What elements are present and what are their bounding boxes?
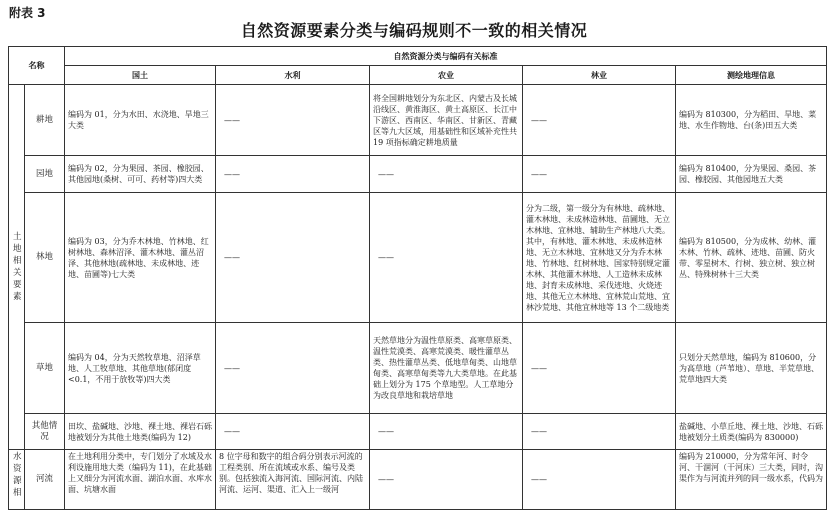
cell-linye: —— bbox=[523, 156, 676, 193]
cell-nongye: —— bbox=[370, 450, 523, 510]
table-row bbox=[9, 85, 827, 156]
cell-shuili: —— bbox=[216, 193, 370, 323]
cell-linye: —— bbox=[523, 85, 676, 156]
group-label-water: 水资源相 bbox=[9, 450, 25, 510]
cell-guotu: 在土地利用分类中，专门划分了水域及水利设施用地大类（编码为 11)，在此基础上又细分为河流水面、湖泊水面、水库水面、坑塘水面 bbox=[65, 450, 216, 510]
table-row bbox=[9, 450, 827, 510]
table-row bbox=[9, 323, 827, 414]
header-row-2 bbox=[9, 66, 827, 85]
cell-linye: 分为二级，第一级分为有林地、疏林地、灌木林地、未成林造林地、苗圃地、无立木林地、宜林地、辅助生产林地八大类。其中，有林地、灌木林地、未成林造林地、无立木林地、宜林地又分为乔木林地、竹林地、红树林地、国家特别规定灌木林、其他灌木林地、人工造林未成林地、封育未成林地、采伐迹地、火烧迹地、其他无立木林地、宜林荒山荒地、宜林沙荒地、其他宜林地等 13 个二级地类 bbox=[523, 193, 676, 323]
row-label: 耕地 bbox=[25, 85, 65, 156]
cell-cehui: 只划分天然草地，编码为 810600，分为高草地（芦苇地）、草地、半荒草地、荒草地四大类 bbox=[676, 323, 827, 414]
cell-nongye: 将全国耕地划分为东北区、内蒙古及长城沿线区、黄淮海区、黄土高原区、长江中下游区、西南区、华南区、甘新区、青藏区等九大区域，用基础性和区域补充性共 19 项指标确定耕地质量 bbox=[370, 85, 523, 156]
cell-guotu: 编码为 01，分为水田、水浇地、旱地三大类 bbox=[65, 85, 216, 156]
row-label: 其他情况 bbox=[25, 414, 65, 450]
group-label-land: 土地相关要素 bbox=[9, 85, 25, 450]
row-label: 草地 bbox=[25, 323, 65, 414]
column-header-cehui: 测绘地理信息 bbox=[676, 66, 827, 85]
column-header-shuili: 水利 bbox=[216, 66, 370, 85]
cell-guotu: 编码为 03，分为乔木林地、竹林地、红树林地、森林沼泽、灌木林地、灌丛沼泽、其他林地(疏林地、未成林地、迹地、苗圃等)七大类 bbox=[65, 193, 216, 323]
row-label: 河流 bbox=[25, 450, 65, 510]
column-header-nongye: 农业 bbox=[370, 66, 523, 85]
cell-cehui: 编码为 810500，分为成林、幼林、灌木林、竹林、疏林、迹地、苗圃、防火带、零星树木、行树、独立树、独立树丛、特殊树林十三大类 bbox=[676, 193, 827, 323]
column-header-guotu: 国土 bbox=[65, 66, 216, 85]
cell-linye: —— bbox=[523, 450, 676, 510]
cell-shuili: —— bbox=[216, 156, 370, 193]
column-header-linye: 林业 bbox=[523, 66, 676, 85]
table-row bbox=[9, 193, 827, 323]
cell-shuili: —— bbox=[216, 85, 370, 156]
table-row bbox=[9, 414, 827, 450]
cell-guotu: 田坎、盐碱地、沙地、裸土地、裸岩石砾地被划分为其他土地类(编码为 12) bbox=[65, 414, 216, 450]
cell-nongye: —— bbox=[370, 414, 523, 450]
comparison-table bbox=[8, 46, 827, 510]
cell-shuili: —— bbox=[216, 414, 370, 450]
cell-shuili: —— bbox=[216, 323, 370, 414]
cell-guotu: 编码为 04，分为天然牧草地、沼泽草地、人工牧草地、其他草地(郁闭度<0.1，不用于放牧等)四大类 bbox=[65, 323, 216, 414]
cell-shuili: 8 位字母和数字的组合码分别表示河流的工程类别、所在流域或水系、编号及类别。包括独流入海河流、国际河流、内陆河流、运河、渠道、汇入上一级河 bbox=[216, 450, 370, 510]
cell-nongye: 天然草地分为温性草原类、高寒草原类、温性荒漠类、高寒荒漠类、暖性灌草丛类、热性灌草丛类、低地草甸类、山地草甸类、高寒草甸类等九大类草地。在此基础上划分为 175 个草地型。人工草地分为改良草地和栽培草地 bbox=[370, 323, 523, 414]
cell-cehui: 盐碱地、小草丘地、裸土地、沙地、石砾地被划分土质类(编码为 830000) bbox=[676, 414, 827, 450]
page-title: 自然资源要素分类与编码规则不一致的相关情况 bbox=[240, 21, 588, 40]
cell-cehui: 编码为 810400，分为果园、桑园、茶园、橡胶园、其他园地五大类 bbox=[676, 156, 827, 193]
cell-linye: —— bbox=[523, 414, 676, 450]
standards-group-header: 自然资源分类与编码有关标准 bbox=[65, 47, 827, 66]
cell-cehui: 编码为 210000，分为常年河、时令河、干涸河（干河床）三大类，同时，沟渠作为与河流并列的同一级水系，代码为 bbox=[676, 450, 827, 510]
row-label: 园地 bbox=[25, 156, 65, 193]
appendix-label: 附表 3 bbox=[9, 6, 46, 20]
cell-cehui: 编码为 810300，分为稻田、旱地、菜地、水生作物地、台(条)田五大类 bbox=[676, 85, 827, 156]
cell-nongye: —— bbox=[370, 156, 523, 193]
cell-guotu: 编码为 02，分为果园、茶园、橡胶园、其他园地(桑树、可可、药材等)四大类 bbox=[65, 156, 216, 193]
table-row bbox=[9, 156, 827, 193]
name-header: 名称 bbox=[9, 47, 65, 85]
cell-linye: —— bbox=[523, 323, 676, 414]
header-row-1 bbox=[9, 47, 827, 66]
cell-nongye: —— bbox=[370, 193, 523, 323]
row-label: 林地 bbox=[25, 193, 65, 323]
